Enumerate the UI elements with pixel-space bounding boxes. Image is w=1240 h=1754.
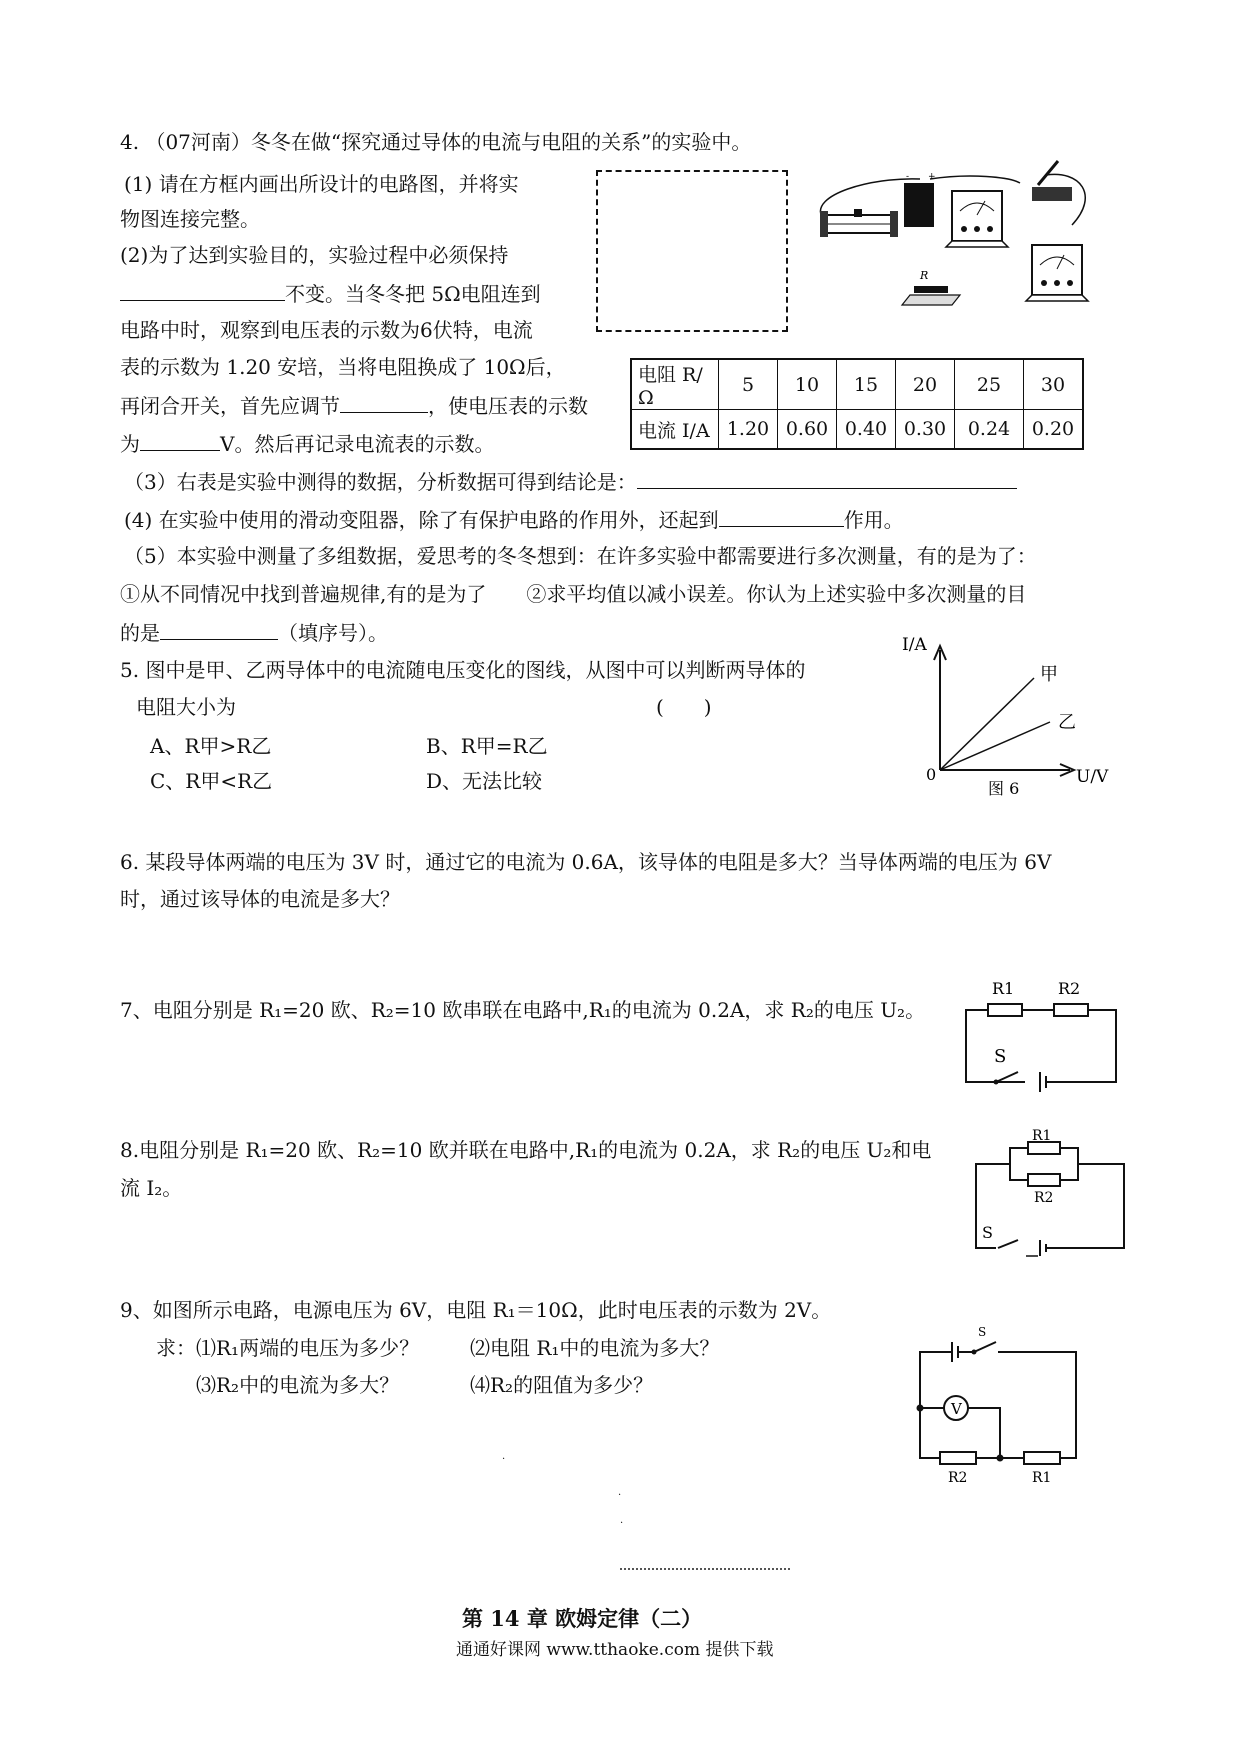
- table-cell: 25: [955, 359, 1024, 410]
- graph-caption: 图 6: [988, 779, 1020, 798]
- iu-graph: [900, 635, 1120, 798]
- voltmeter-circuit: [900, 1320, 1100, 1486]
- answer-blank[interactable]: [140, 432, 220, 451]
- r2-label: R2: [1058, 979, 1081, 998]
- table-cell: 5: [719, 359, 778, 410]
- apparatus-illustration: [810, 155, 1110, 315]
- table-row: [631, 359, 1083, 410]
- q5-option-b[interactable]: B、R甲=R乙: [426, 734, 548, 758]
- voltmeter-label: V: [951, 1400, 962, 1418]
- answer-blank[interactable]: [340, 394, 428, 413]
- table-header-resistance: 电阻 R/Ω: [631, 359, 719, 410]
- r1-label: R1: [992, 979, 1015, 998]
- footer-source: 通通好课网 www.tthaoke.com 提供下载: [456, 1640, 774, 1660]
- line-yi-label: 乙: [1058, 712, 1076, 733]
- q5-line2: 电阻大小为: [136, 695, 236, 719]
- circuit-drawing-box[interactable]: [596, 170, 788, 332]
- table-cell: 30: [1024, 359, 1084, 410]
- q8-line1: 8.电阻分别是 R₁=20 欧、R₂=10 欧并联在电路中,R₁的电流为 0.2A，求 R₂的电压 U₂和电: [120, 1138, 932, 1162]
- switch-label: S: [978, 1325, 987, 1339]
- q9-line1: 9、如图所示电路，电源电压为 6V，电阻 R₁＝10Ω，此时电压表的示数为 2V。: [120, 1298, 832, 1322]
- q9-sub4: ⑷R₂的阻值为多少？: [470, 1373, 654, 1397]
- y-axis-label: I/A: [902, 635, 927, 655]
- table-cell: 0.60: [778, 410, 837, 450]
- table-cell: 0.20: [1024, 410, 1084, 450]
- q4-part2-line4: 表的示数为 1.20 安培，当将电阻换成了 10Ω后，: [120, 355, 566, 379]
- stray-dot: .: [502, 1451, 506, 1462]
- table-cell: 10: [778, 359, 837, 410]
- switch-label: S: [994, 1046, 1007, 1067]
- q4-part1-line1: (1) 请在方框内画出所设计的电路图，并将实: [124, 172, 519, 196]
- q4-part2-line6: 为 V。然后再记录电流表的示数。: [120, 432, 495, 456]
- q4-part2-line2: 不变。当冬冬把 5Ω电阻连到: [120, 282, 541, 304]
- table-cell: 1.20: [719, 410, 778, 450]
- svg-text:+: +: [928, 172, 936, 182]
- origin-label: 0: [926, 765, 937, 784]
- r2-label: R2: [1034, 1190, 1054, 1206]
- q6-line1: 6. 某段导体两端的电压为 3V 时，通过它的电流为 0.6A，该导体的电阻是多大？当导体两端的电压为 6V: [120, 850, 1052, 874]
- q5-line1: 5. 图中是甲、乙两导体中的电流随电压变化的图线，从图中可以判断两导体的: [120, 658, 806, 682]
- svg-text:-: -: [906, 172, 910, 182]
- q4-part1-line2: 物图连接完整。: [120, 207, 260, 231]
- footer-title: 第 14 章 欧姆定律（二）: [462, 1606, 703, 1631]
- table-cell: 20: [896, 359, 955, 410]
- q4-part5-line2: ①从不同情况中找到普遍规律,有的是为了 ②求平均值以减小误差。你认为上述实验中多次测量的目: [120, 582, 1027, 606]
- q8-line2: 流 I₂。: [120, 1176, 183, 1200]
- q4-part4: (4) 在实验中使用的滑动变阻器，除了有保护电路的作用外，还起到 作用。: [124, 508, 904, 532]
- q9-sub2: ⑵电阻 R₁中的电流为多大？: [470, 1336, 720, 1360]
- dotted-line: [620, 1568, 790, 1570]
- table-row: [631, 410, 1083, 450]
- x-axis-label: U/V: [1076, 767, 1109, 787]
- q4-part2-line3: 电路中时，观察到电压表的示数为6伏特，电流: [120, 318, 533, 342]
- answer-blank[interactable]: [719, 508, 844, 527]
- table-cell: 0.24: [955, 410, 1024, 450]
- q7-text: 7、电阻分别是 R₁=20 欧、R₂=10 欧串联在电路中,R₁的电流为 0.2A，求 R₂的电压 U₂。: [120, 998, 926, 1022]
- table-cell: 0.30: [896, 410, 955, 450]
- data-table: [630, 358, 1084, 450]
- q6-line2: 时，通过该导体的电流是多大？: [120, 887, 400, 911]
- q5-option-c[interactable]: C、R甲<R乙: [150, 769, 273, 793]
- line-yi: [940, 722, 1050, 770]
- table-cell: 15: [837, 359, 896, 410]
- answer-blank[interactable]: [160, 621, 278, 640]
- q5-option-a[interactable]: A、R甲>R乙: [150, 734, 272, 758]
- q4-part3: （3）右表是实验中测得的数据，分析数据可得到结论是：: [124, 470, 1017, 492]
- r1-label: R1: [1032, 1128, 1052, 1144]
- stray-dot: .: [618, 1487, 622, 1498]
- q9-sub3: ⑶R₂中的电流为多大？: [196, 1373, 400, 1397]
- table-cell: 0.40: [837, 410, 896, 450]
- answer-blank[interactable]: [637, 470, 1017, 489]
- switch-label: S: [982, 1223, 993, 1242]
- q4-part2-line1: (2)为了达到实验目的，实验过程中必须保持: [120, 243, 509, 267]
- line-jia-label: 甲: [1040, 664, 1058, 685]
- table-header-current: 电流 I/A: [631, 410, 719, 450]
- series-circuit: [960, 976, 1130, 1088]
- line-jia: [940, 678, 1034, 770]
- r2-label: R2: [948, 1470, 968, 1486]
- answer-blank[interactable]: [120, 282, 285, 301]
- r1-label: R1: [1032, 1470, 1052, 1486]
- q9-sub1: 求：⑴R₁两端的电压为多少？: [156, 1336, 420, 1360]
- q4-intro: 4. （07河南）冬冬在做“探究通过导体的电流与电阻的关系”的实验中。: [120, 130, 752, 154]
- q5-answer-paren[interactable]: ( ): [656, 695, 712, 719]
- resistor-label: R: [920, 269, 929, 282]
- q4-part5-line1: （5）本实验中测量了多组数据，爱思考的冬冬想到：在许多实验中都需要进行多次测量，有的是为了：: [124, 544, 1037, 568]
- q4-part2-line5: 再闭合开关，首先应调节 ，使电压表的示数: [120, 394, 588, 418]
- stray-dot: .: [620, 1515, 624, 1526]
- parallel-circuit: [970, 1128, 1130, 1256]
- q5-option-d[interactable]: D、无法比较: [426, 769, 543, 793]
- q4-part5-line3: 的是 （填序号）。: [120, 621, 388, 645]
